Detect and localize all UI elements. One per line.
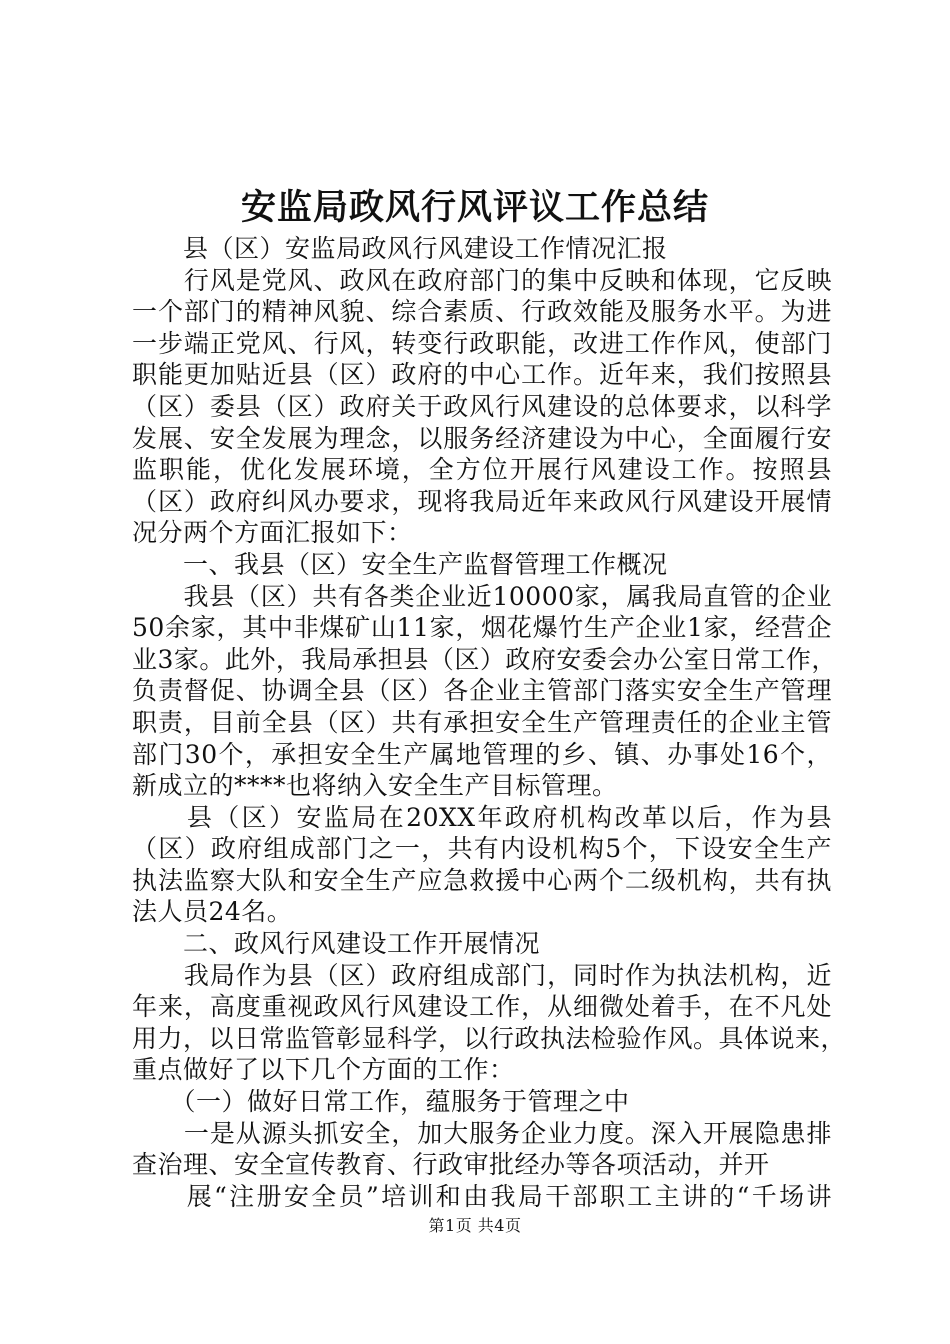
body-line: 一、我县（区）安全生产监督管理工作概况 <box>132 549 668 579</box>
body-line: 年来，高度重视政风行风建设工作，从细微处着手，在不凡处 <box>132 992 832 1022</box>
body-line: 职责，目前全县（区）共有承担安全生产管理责任的企业主管 <box>132 707 832 737</box>
body-line: （一）做好日常工作，蕴服务于管理之中 <box>132 1087 630 1117</box>
body-line: 监职能，优化发展环境，全方位开展行风建设工作。按照县 <box>132 455 832 485</box>
page-footer: 第1页 共4页 <box>428 1216 522 1235</box>
body-line: 业3家。此外，我局承担县（区）政府安委会办公室日常工作， <box>132 644 837 674</box>
body-line: 新成立的****也将纳入安全生产目标管理。 <box>132 771 618 801</box>
body-line: 我局作为县（区）政府组成部门，同时作为执法机构，近 <box>132 960 832 990</box>
document-title: 安监局政风行风评议工作总结 <box>240 187 709 228</box>
body-line: 二、政风行风建设工作开展情况 <box>132 929 541 959</box>
body-line: 部门30个，承担安全生产属地管理的乡、镇、办事处16个， <box>132 739 832 769</box>
body-line: 县（区）安监局政风行风建设工作情况汇报 <box>132 234 668 263</box>
body-line: 用力，以日常监管彰显科学，以行政执法检验作风。具体说来， <box>132 1023 847 1053</box>
body-line: 发展、安全发展为理念，以服务经济建设为中心，全面履行安 <box>132 423 832 453</box>
body-line: 查治理、安全宣传教育、行政审批经办等各项活动，并开 <box>132 1150 770 1180</box>
body-line: 况分两个方面汇报如下： <box>132 518 413 548</box>
body-line: 一是从源头抓安全，加大服务企业力度。深入开展隐患排 <box>132 1118 832 1148</box>
body-line: 展“注册安全员”培训和由我局干部职工主讲的“千场讲 <box>132 1181 832 1211</box>
body-line: （区）政府组成部门之一，共有内设机构5个，下设安全生产 <box>132 834 832 864</box>
body-line: 重点做好了以下几个方面的工作： <box>132 1055 515 1085</box>
body-line: （区）政府纠风办要求，现将我局近年来政风行风建设开展情 <box>132 486 832 516</box>
body-line: 50余家，其中非煤矿山11家，烟花爆竹生产企业1家，经营企 <box>132 613 832 643</box>
body-line: 行风是党风、政风在政府部门的集中反映和体现，它反映 <box>132 265 832 295</box>
body-line: 负责督促、协调全县（区）各企业主管部门落实安全生产管理 <box>132 676 832 706</box>
body-line: 法人员24名。 <box>132 897 293 927</box>
body-line: 职能更加贴近县（区）政府的中心工作。近年来，我们按照县 <box>132 360 832 390</box>
body-line: 一步端正党风、行风，转变行政职能，改进工作作风，使部门 <box>132 328 832 358</box>
body-line: 我县（区）共有各类企业近10000家，属我局直管的企业 <box>132 581 832 611</box>
body-line: 一个部门的精神风貌、综合素质、行政效能及服务水平。为进 <box>132 297 832 327</box>
document-body <box>132 233 847 1212</box>
body-line: 执法监察大队和安全生产应急救援中心两个二级机构，共有执 <box>132 865 832 895</box>
body-line: 县（区）安监局在20XX年政府机构改革以后，作为县 <box>132 802 832 832</box>
body-line: （区）委县（区）政府关于政风行风建设的总体要求，以科学 <box>132 391 832 421</box>
